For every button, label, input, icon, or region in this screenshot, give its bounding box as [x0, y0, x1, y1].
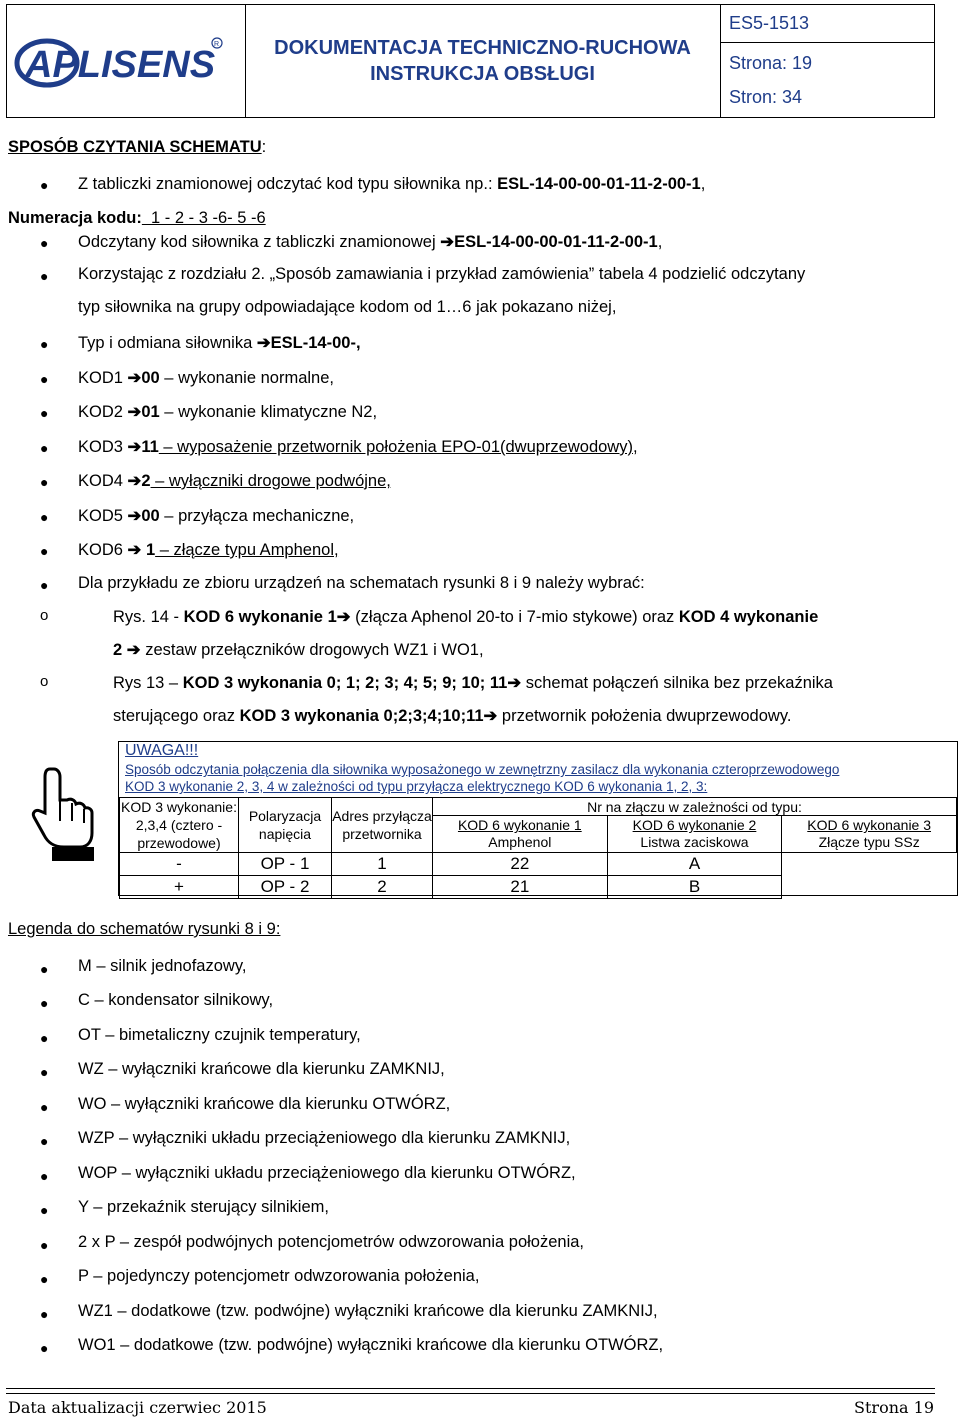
legend-item: 2 x P – zespół podwójnych potencjometrów odwzorowania położenia,	[78, 1233, 584, 1251]
svg-text:R: R	[214, 41, 220, 48]
arrow-right-icon: ➔	[336, 608, 351, 626]
circle-bullet-icon: o	[40, 673, 49, 690]
instruction-line-1: Z tabliczki znamionowej odczytać kod typu siłownika np.: ESL-14-00-00-01-11-2-00-1,	[78, 175, 706, 193]
example-intro: Dla przykładu ze zbioru urządzeń na schematach rysunki 8 i 9 należy wybrać:	[78, 574, 645, 592]
page-number: Strona: 19	[729, 53, 813, 73]
legend-item: WO1 – dodatkowe (tzw. podwójne) wyłączniki krańcowe dla kierunku OTWÓRZ,	[78, 1336, 664, 1354]
footer-date: Data aktualizacji czerwiec 2015	[8, 1398, 267, 1417]
connector-header: Nr na złączu w zależności od typu:	[433, 798, 957, 816]
arrow-right-icon: ➔	[440, 233, 455, 251]
legend-item: WO – wyłączniki krańcowe dla kierunku OTWÓRZ,	[78, 1095, 451, 1113]
legend-item: M – silnik jednofazowy,	[78, 957, 247, 975]
polarity-header: Polaryzacja napięcia	[239, 798, 332, 853]
warning-title: UWAGA!!!	[125, 742, 199, 759]
example-fig-14: Rys. 14 - KOD 6 wykonanie 1➔ (złącza Aphenol 20-to i 7-mio stykowe) oraz KOD 4 wykonanie	[113, 608, 819, 626]
arrow-right-icon: ➔	[127, 472, 142, 490]
kod3-cell: KOD 3 wykonanie: 2,3,4 (cztero - przewodowe)	[121, 799, 237, 851]
warning-text-2: KOD 3 wykonanie 2, 3, 4 w zależności od typu przyłącza elektrycznego KOD 6 wykonania 1, 2, 3:	[125, 779, 708, 794]
legend-item: Y – przekaźnik sterujący silnikiem,	[78, 1198, 329, 1216]
legend-item: OT – bimetaliczny czujnik temperatury,	[78, 1026, 361, 1044]
arrow-right-icon: ➔	[127, 403, 142, 421]
actuator-type-line: Typ i odmiana siłownika ➔ESL-14-00-,	[78, 334, 361, 352]
instruction-line-3b: typ siłownika na grupy odpowiadające kodom od 1…6 jak pokazano niżej,	[78, 298, 617, 316]
aplisens-logo-icon	[7, 5, 243, 117]
arrow-right-icon: ➔	[127, 438, 142, 456]
example-fig-13: Rys 13 – KOD 3 wykonania 0; 1; 2; 3; 4; 5; 9; 10; 11➔ schemat połączeń silnika bez przekaźnika	[113, 674, 833, 692]
title-line-2: INSTRUKCJA OBSŁUGI	[370, 63, 595, 85]
bullet: ●	[40, 235, 49, 251]
warning-box	[118, 741, 958, 896]
legend-title: Legenda do schematów rysunki 8 i 9:	[8, 920, 281, 938]
kod-line-6: KOD6 ➔ 1 – złącze typu Amphenol,	[78, 541, 339, 559]
document-meta	[721, 5, 935, 117]
legend-item: WZ – wyłączniki krańcowe dla kierunku ZAMKNIJ,	[78, 1060, 445, 1078]
code-numbering: Numeracja kodu: 1 - 2 - 3 -6- 5 -6	[8, 209, 266, 227]
bullet: ●	[40, 336, 49, 352]
arrow-right-icon: ➔	[127, 507, 142, 525]
bullet: ●	[40, 177, 49, 193]
legend-item: P – pojedynczy potencjometr odwzorowania położenia,	[78, 1267, 480, 1285]
connection-table	[119, 797, 957, 899]
circle-bullet-icon: o	[40, 607, 49, 624]
col-kod6-3: KOD 6 wykonanie 3 Złącze typu SSz	[782, 816, 957, 853]
footer-divider	[6, 1388, 935, 1394]
arrow-right-icon: ➔	[127, 541, 142, 559]
kod-line-2: KOD2 ➔01 – wykonanie klimatyczne N2,	[78, 403, 378, 421]
example-fig-13-cont: sterującego oraz KOD 3 wykonania 0;2;3;4;10;11➔ przetwornik położenia dwuprzewodowy.	[113, 707, 792, 725]
legend-item: WZ1 – dodatkowe (tzw. podwójne) wyłączniki krańcowe dla kierunku ZAMKNIJ,	[78, 1302, 658, 1320]
arrow-right-icon: ➔	[126, 641, 141, 659]
legend-item: C – kondensator silnikowy,	[78, 991, 274, 1009]
table-row: + OP - 2 2 21 B	[120, 876, 957, 899]
document-title	[245, 5, 721, 117]
legend-item: WOP – wyłączniki układu przeciążeniowego dla kierunku OTWÓRZ,	[78, 1164, 576, 1182]
kod-line-5: KOD5 ➔00 – przyłącza mechaniczne,	[78, 507, 355, 525]
instruction-line-3a: Korzystając z rozdziału 2. „Sposób zamawiania i przykład zamówienia” tabela 4 podzielić odczytany	[78, 265, 806, 283]
address-header: Adres przyłącza przetwornika	[332, 798, 433, 853]
arrow-right-icon: ➔	[256, 334, 271, 352]
instruction-line-2: Odczytany kod siłownika z tabliczki znamionowej ➔ESL-14-00-00-01-11-2-00-1,	[78, 233, 663, 251]
arrow-right-icon: ➔	[127, 369, 142, 387]
logo-text: APLISENS	[25, 44, 216, 86]
pointing-hand-icon	[30, 765, 100, 865]
arrow-right-icon: ➔	[507, 674, 522, 692]
footer-page: Strona 19	[854, 1398, 934, 1417]
page-count: Stron: 34	[729, 87, 803, 107]
col-kod6-2: KOD 6 wykonanie 2 Listwa zaciskowa	[607, 816, 782, 853]
title-line-1: DOKUMENTACJA TECHNICZNO-RUCHOWA	[274, 37, 691, 59]
kod-line-1: KOD1 ➔00 – wykonanie normalne,	[78, 369, 334, 387]
doc-code: ES5-1513	[729, 13, 810, 33]
kod-line-4: KOD4 ➔2 – wyłączniki drogowe podwójne,	[78, 472, 391, 490]
company-logo	[7, 5, 246, 117]
example-fig-14-cont: 2 ➔ zestaw przełączników drogowych WZ1 i WO1,	[113, 641, 484, 659]
arrow-right-icon: ➔	[483, 707, 498, 725]
col-kod6-1: KOD 6 wykonanie 1 Amphenol	[433, 816, 608, 853]
kod-line-3: KOD3 ➔11 – wyposażenie przetwornik położenia EPO-01(dwuprzewodowy),	[78, 438, 638, 456]
warning-text-1: Sposób odczytania połączenia dla siłownika wyposażonego w zewnętrzny zasilacz dla wykonania czteroprzewodowego	[125, 762, 840, 777]
page-header	[6, 4, 935, 118]
section-title: SPOSÓB CZYTANIA SCHEMATU:	[8, 138, 267, 156]
table-row: - OP - 1 1 22 A	[120, 853, 957, 876]
bullet: ●	[40, 268, 49, 284]
legend-item: WZP – wyłączniki układu przeciążeniowego dla kierunku ZAMKNIJ,	[78, 1129, 571, 1147]
